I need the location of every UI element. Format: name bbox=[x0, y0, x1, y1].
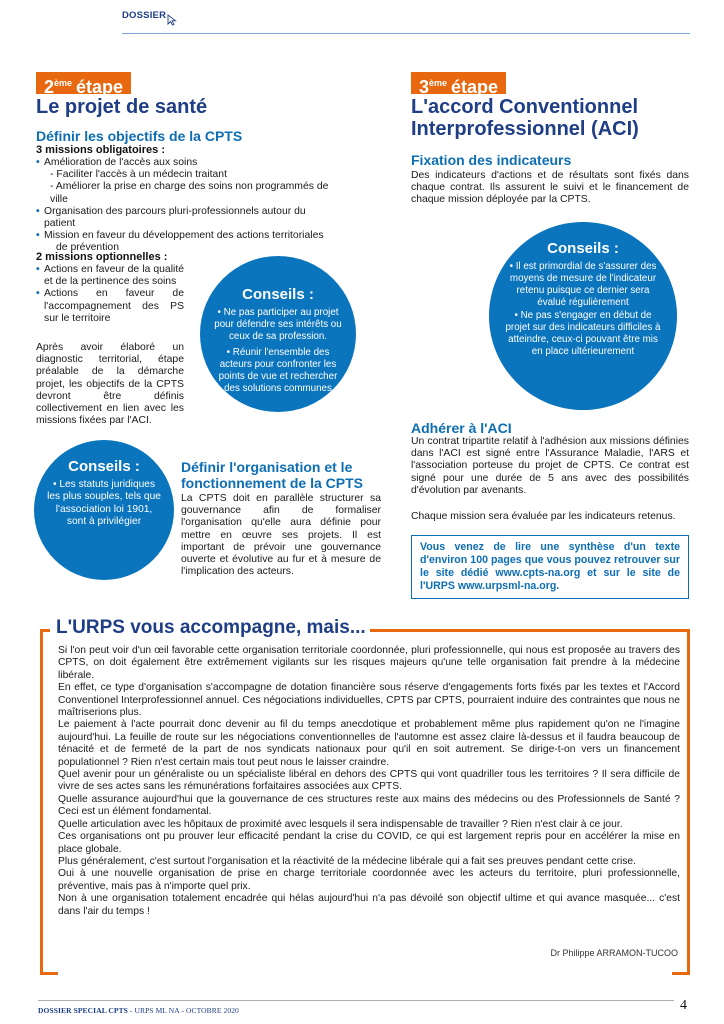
adhere-text: Un contrat tripartite relatif à l'adhésion aux missions définies dans l'ACI est signé entre l'Assurance Maladie, l'ARS et l'association porteuse du projet de CPTS. Ce contrat est signé pour une durée de 5 ans avec des possibilités d'évolution par avenants. bbox=[411, 436, 689, 496]
footer-label: DOSSIER SPECIAL CPTS - URPS ML NA - OCTOBRE 2020 bbox=[38, 1006, 239, 1015]
mandatory-heading: 3 missions obligatoires : bbox=[36, 144, 165, 156]
urps-paragraph: Non à une organisation totalement encadrée qui hélas aujourd'hui n'a pas dévoilé son objectif ultime et qui avance masquée... c'est dans l'air du temps ! bbox=[58, 893, 680, 917]
urps-paragraph: Plus généralement, c'est surtout l'organisation et la réactivité de la médecine libérale qui a fait ses preuves pendant cette crise. bbox=[58, 855, 637, 867]
list-item: - Faciliter l'accès à un médecin traitant bbox=[50, 169, 227, 181]
list-item: de prévention bbox=[56, 242, 119, 254]
urps-title: L'URPS vous accompagne, mais... bbox=[52, 617, 370, 639]
list-item: • Actions en faveur de l'accompagnement des PS sur le territoire bbox=[36, 288, 184, 325]
urps-paragraph: Ces organisations ont pu prouver leur efficacité pendant la crise du COVID, ce qui est largement repris pour en accélérer la mise en place globale. bbox=[58, 831, 680, 855]
advice-item: • Il est primordial de s'assurer des moyens de mesure de l'indicateur retenu puisque ce dernier sera évalué régulièrement bbox=[509, 261, 657, 308]
urps-paragraph: Quelle articulation avec les hôpitaux de proximité avec lesquels il sera indispensable de travailler ? Rien n'est clair à ce jour. bbox=[58, 818, 623, 830]
advice-item: • Ne pas s'engager en début de projet sur des indicateurs difficiles à atteindre, ceux-ci pouvant être mis en place ultérieurement bbox=[505, 310, 661, 357]
right-subtitle: Fixation des indicateurs bbox=[411, 152, 572, 168]
advice-circle-left bbox=[34, 440, 174, 580]
adhere-title: Adhérer à l'ACI bbox=[411, 420, 512, 436]
section-label: DOSSIER bbox=[122, 10, 167, 21]
left-title: Le projet de santé bbox=[36, 96, 208, 118]
advice-title: Conseils : bbox=[68, 458, 140, 475]
right-title-line2: Interprofessionnel (ACI) bbox=[411, 118, 639, 140]
adhere-text-2: Chaque mission sera évaluée par les indicateurs retenus. bbox=[411, 511, 676, 522]
step-2-tag: 2ème étape bbox=[36, 72, 131, 94]
header-divider bbox=[122, 33, 690, 34]
right-title-line1: L'accord Conventionnel bbox=[411, 96, 639, 118]
footer-divider bbox=[38, 1000, 674, 1001]
org-title: Définir l'organisation et le fonctionnement de la CPTS bbox=[181, 459, 364, 491]
list-item: • Mission en faveur du développement des actions territoriales bbox=[36, 230, 336, 242]
urps-paragraph: Oui à une nouvelle organisation de prise en charge territoriale coordonnée avec les acteurs du territoire, pluri professionnelle, préventive, mais pas à n'importe quel prix. bbox=[58, 868, 680, 892]
urps-body bbox=[58, 645, 680, 918]
advice-circle-right bbox=[489, 222, 677, 410]
indicators-text: Des indicateurs d'actions et de résultats sont fixés dans chaque contrat. Ils assurent le suivi et le financement de chaque mission déployée par la CPTS. bbox=[411, 170, 689, 206]
list-item: • Amélioration de l'accès aux soins bbox=[36, 157, 336, 169]
advice-item: • Réunir l'ensemble des acteurs pour confronter les points de vue et rechercher des solutions communes bbox=[218, 347, 338, 394]
advice-title: Conseils : bbox=[547, 240, 619, 257]
mandatory-list bbox=[36, 157, 336, 255]
optional-heading: 2 missions optionnelles : bbox=[36, 251, 168, 263]
list-item: • Actions en faveur de la qualité et de la pertinence des soins bbox=[36, 264, 184, 288]
urps-paragraph: Quel avenir pour un généraliste ou un spécialiste libéral en dehors des CPTS qui vont quadriller tous les territoires ? Il sera difficile de vivre de ses actes sans les rémunérations forfaitaires associées aux CPTS. bbox=[58, 769, 680, 793]
list-item: - Améliorer la prise en charge des soins non programmés de ville bbox=[50, 181, 329, 205]
advice-title: Conseils : bbox=[242, 286, 314, 303]
advice-item: • Les statuts juridiques les plus souples, tels que l'association loi 1901, sont à privilégier bbox=[47, 479, 161, 528]
optional-list bbox=[36, 264, 184, 325]
urps-paragraph: En effet, ce type d'organisation s'accompagne de dotation financière sous réserve d'engagements forts fixés par les textes et l'Accord Conventionel Interprofessionnel annuel. Ces négociations individuelles, CPTS par CPTS, pourraient induire des contraintes que nous ne maîtriserions plus. bbox=[58, 682, 680, 719]
list-item: • Organisation des parcours pluri-professionnels autour du patient bbox=[36, 206, 336, 230]
advice-circle-center bbox=[200, 256, 356, 412]
org-text: La CPTS doit en parallèle structurer sa gouvernance afin de formaliser l'organisation qu'elle aura définie pour mettre en œuvre ses projets. Il est important de prévoir une gouvernance ouverte et évolutive au fur et à mesure de l'implication des acteurs. bbox=[181, 493, 381, 578]
signature: Dr Philippe ARRAMON-TUCOO bbox=[550, 948, 678, 958]
step-3-tag: 3ème étape bbox=[411, 72, 506, 94]
info-box: Vous venez de lire une synthèse d'un texte d'environ 100 pages que vous pouvez retrouver sur le site dédié www.cpts-na.org et sur le site de l'URPS www.urpsml-na.org. bbox=[411, 535, 689, 599]
urps-paragraph: Quelle assurance aujourd'hui que la gouvernance de ces structures reste aux mains des médecins ou des Professionnels de Santé ? Ceci est un élément fondamental. bbox=[58, 793, 680, 818]
page-number: 4 bbox=[680, 998, 687, 1013]
advice-item: • Ne pas participer au projet pour défendre ses intérêts ou ceux de sa profession. bbox=[214, 307, 342, 342]
urps-paragraph: Le paiement à l'acte pourrait donc devenir au fil du temps anecdotique et probablement même plus rapidement qu'on ne l'imagine aujourd'hui. La feuille de route sur les négociations conventionnelles de l'automne est assez claire là-dessus et il faudra beaucoup de ténacité et de fermeté de la part de nos syndicats nationaux pour qu'il en soit autrement. Se dirige-t-on vers un financement populationnel ? Rien n'est certain mais tout peut nous le laisser craindre. bbox=[58, 719, 680, 768]
left-subtitle: Définir les objectifs de la CPTS bbox=[36, 128, 243, 144]
urps-paragraph: Si l'on peut voir d'un œil favorable cette organisation territoriale coordonnée, pluri professionnelle, qui nous est proposée au travers des CPTS, on doit également être extrêmement vigilants sur les risques majeurs qu'une telle organisation fait prendre à la médecine libérale. bbox=[58, 645, 680, 681]
diagnostic-text: Après avoir élaboré un diagnostic territorial, étape préalable de la démarche projet, les objectifs de la CPTS devront être définis collectivement en lien avec les missions fixées par l'ACI. bbox=[36, 342, 184, 427]
cursor-icon bbox=[167, 14, 177, 26]
